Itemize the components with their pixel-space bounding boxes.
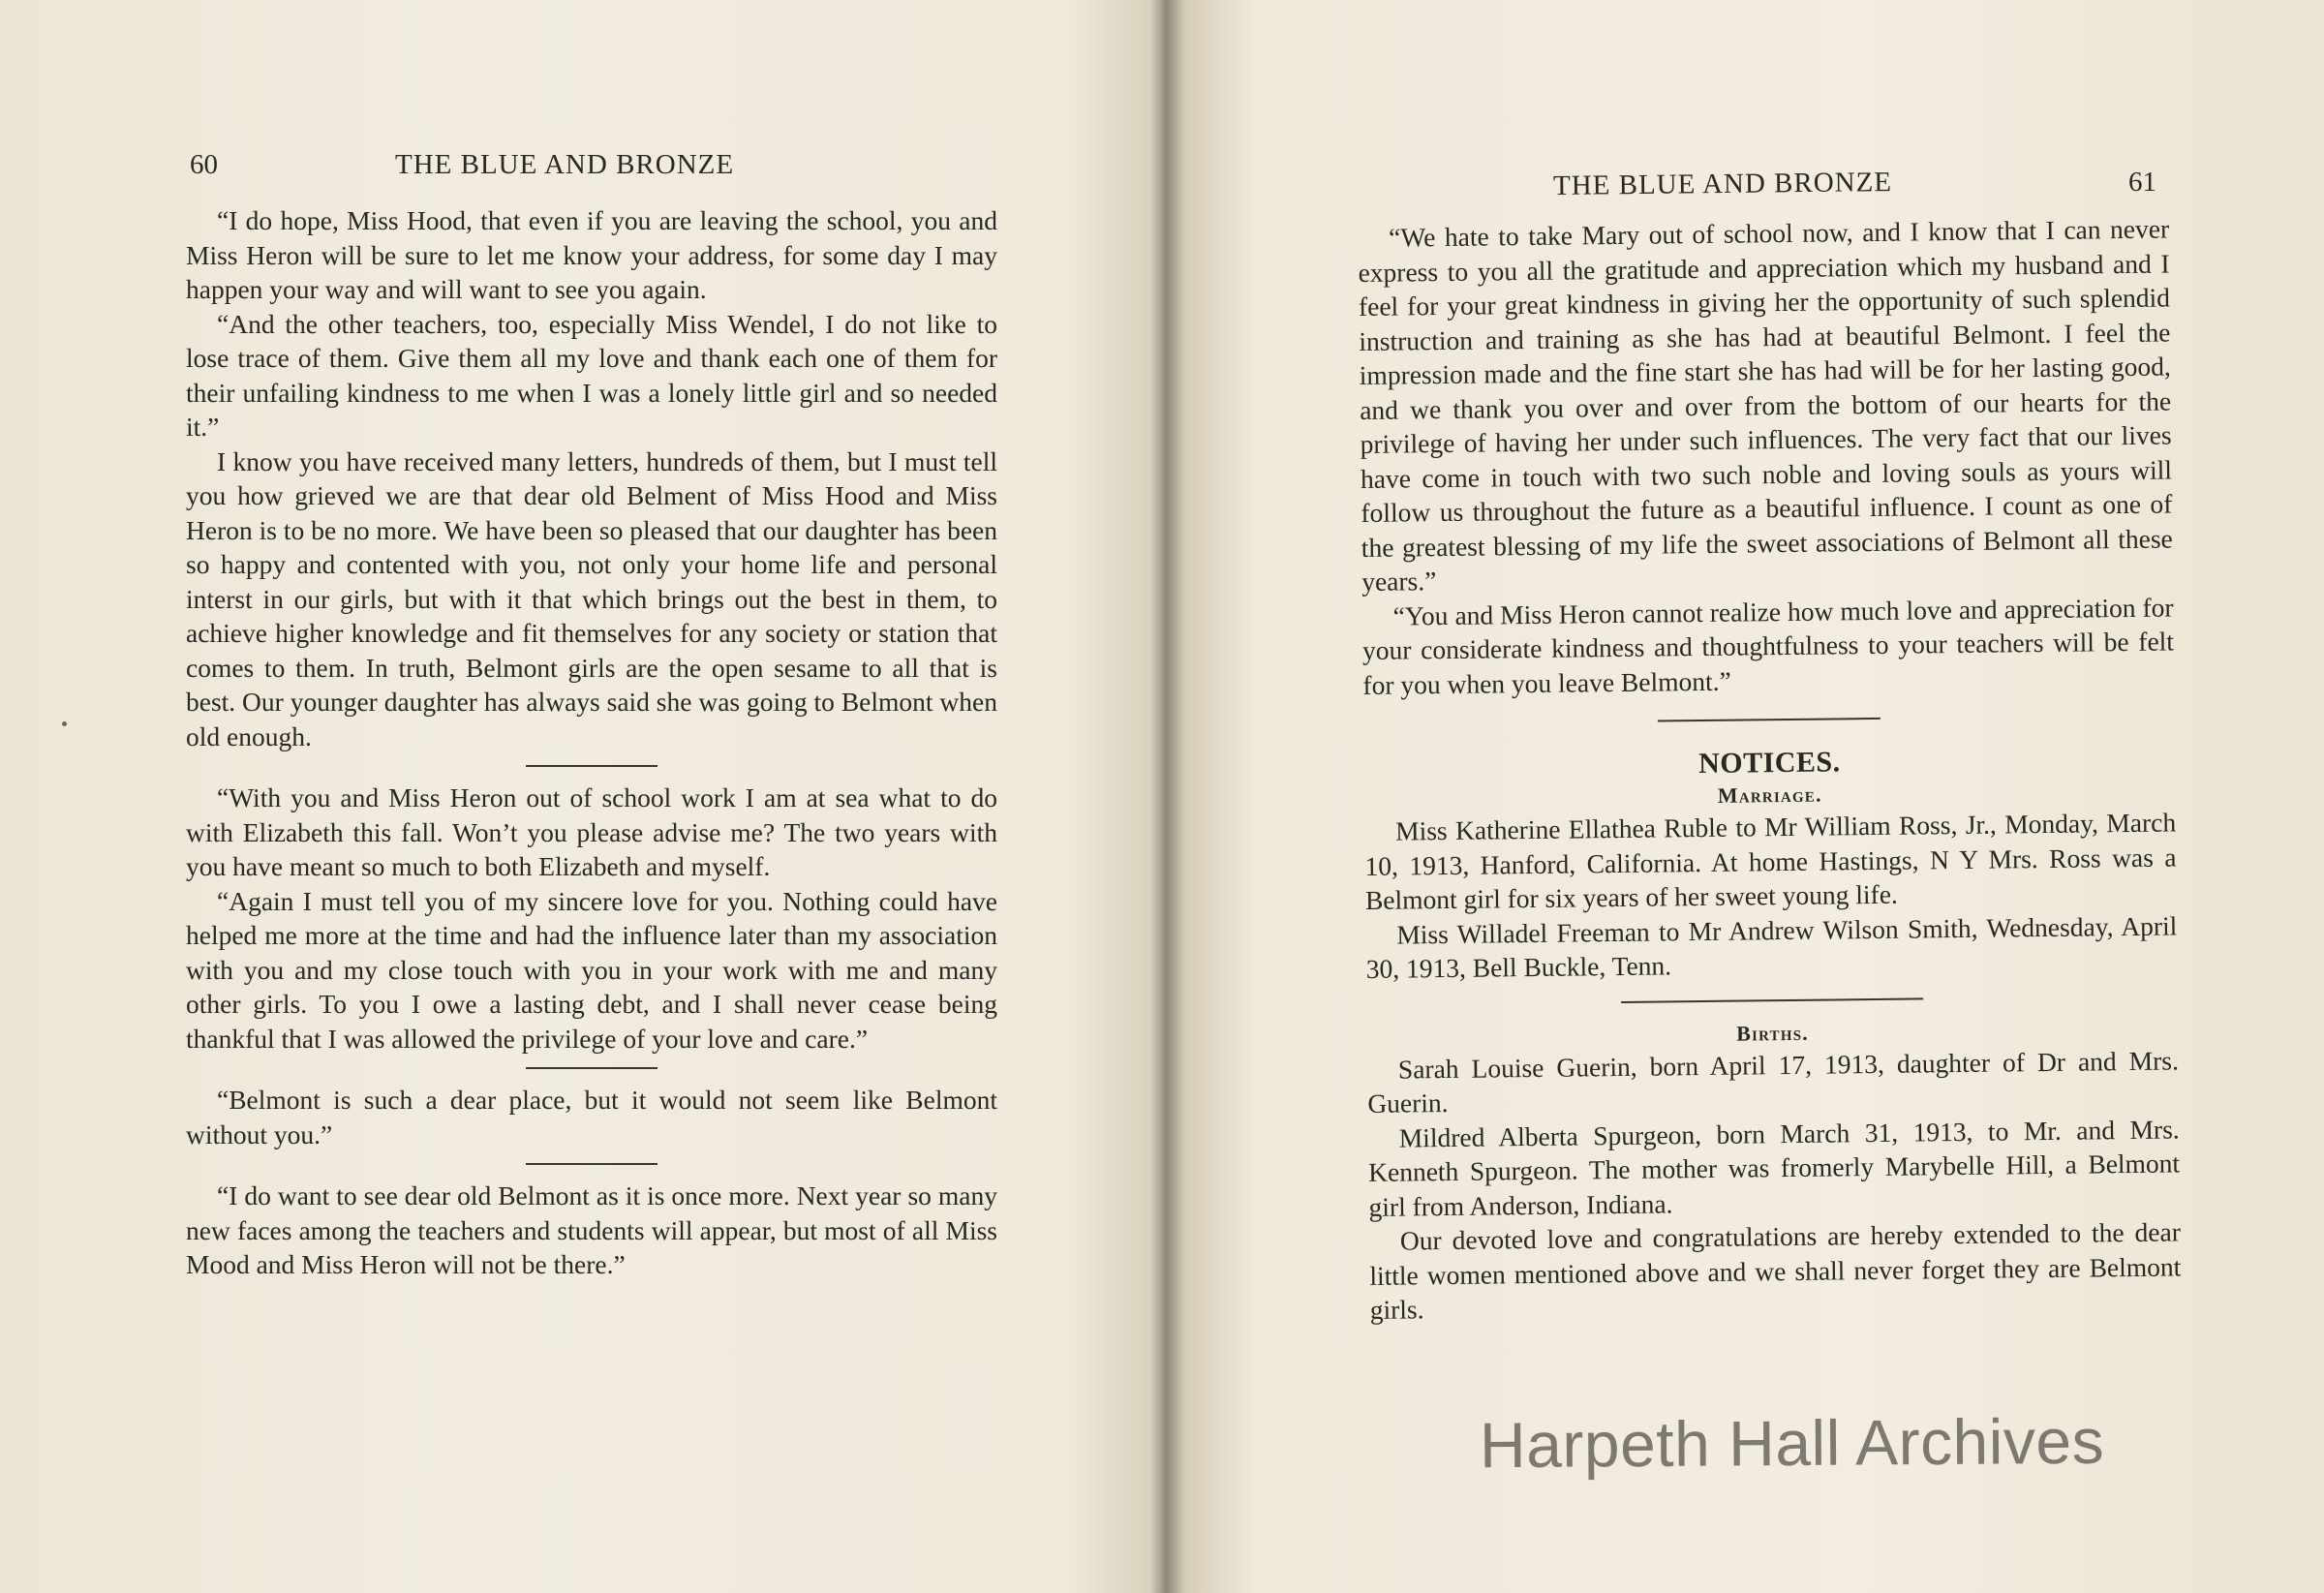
right-page-number: 61	[2128, 167, 2156, 198]
birth-notice: Mildred Alberta Spurgeon, born March 31, 1913, to Mr. and Mrs. Kenneth Spurgeon. The mother was fromerly Marybelle Hill, a Belmont girl from Anderson, Indiana.	[1367, 1113, 2181, 1222]
marriage-notice: Miss Willadel Freeman to Mr Andrew Wilson Smith, Wednesday, April 30, 1913, Bell Buckle, Tenn.	[1365, 909, 2178, 984]
letter-paragraph: “You and Miss Heron cannot realize how much love and appreciation for your considerate kindness and thoughtfulness to your teachers will be felt for you when you leave Belmont.”	[1361, 591, 2175, 700]
letter-paragraph: “Again I must tell you of my sincere love for you. Nothing could have helped me more at the time and had the influence later than my association with you and my close touch with you in your work with me and many other girls. To you I owe a lasting debt, and I shall never cease being thankful that I was allowed the privilege of your love and care.”	[186, 885, 997, 1054]
letter-paragraph: “I do want to see dear old Belmont as it is once more. Next year so many new faces among the teachers and students will appear, but most of all Miss Mood and Miss Heron will not be there.”	[186, 1180, 997, 1279]
archive-watermark: Harpeth Hall Archives	[1479, 1404, 2105, 1482]
left-running-head: THE BLUE AND BRONZE	[395, 149, 735, 180]
letter-paragraph: “Belmont is such a dear place, but it would not seem like Belmont without you.”	[186, 1085, 997, 1149]
section-divider	[1621, 997, 1923, 1003]
left-page-number: 60	[190, 149, 218, 180]
marriage-heading: Marriage.	[1717, 781, 1822, 808]
right-text-column	[1358, 211, 2182, 1327]
letter-paragraph: “I do hope, Miss Hood, that even if you are leaving the school, you and Miss Heron will be sure to let me know your address, for some day I may happen your way and will want to see you again.	[186, 205, 997, 304]
closing-paragraph: Our devoted love and congratulations are hereby extended to the dear little women mentioned above and we shall never forget they are Belmont girls.	[1369, 1216, 2182, 1325]
marriage-notice: Miss Katherine Ellathea Ruble to Mr William Ross, Jr., Monday, March 10, 1913, Hanford, California. At home Hastings, N Y Mrs. Ross was a Belmont girl for six years of her sweet young life.	[1364, 807, 2177, 915]
letter-paragraph: “We hate to take Mary out of school now, and I know that I can never express to you all the gratitude and appreciation which my husband and I feel for your great kindness in giving her the opportunity of such splendid instruction and training as she has had at beautiful Belmont. I feel the impression made and the fine start she has had will be for her lasting good, and we thank you over and over from the bottom of our hearts for the privilege of having her under such influences. The very fact that our lives have come in touch with two such noble and loving souls as yours will follow us throughout the future as a beautiful influence. I count as one of the greatest blessing of my life the sweet associations of Belmont all these years.”	[1358, 213, 2173, 597]
section-divider	[1658, 718, 1881, 722]
letter-paragraph: “With you and Miss Heron out of school work I am at sea what to do with Elizabeth this fall. Won’t you please advise me? The two years with you have meant so much to both Elizabeth and myself.	[186, 782, 997, 881]
letter-paragraph: “And the other teachers, too, especially Miss Wendel, I do not like to lose trace of them. Give them all my love and thank each one of them for their unfailing kindness to me when I was a lonely little girl and so needed it.”	[186, 308, 997, 442]
letter-paragraph: I know you have received many letters, hundreds of them, but I must tell you how grieved we are that dear old Belment of Miss Hood and Miss Heron is to be no more. We have been so pleased that our daughter has been so happy and contented with you, not only your home life and personal interst in our girls, but with it that which brings out the best in them, to achieve higher knowledge and fit themselves for any society or station that comes to them. In truth, Belmont girls are the open sesame to all that is best. Our younger daughter has always said she was going to Belmont when old enough.	[186, 445, 997, 751]
birth-notice: Sarah Louise Guerin, born April 17, 1913, daughter of Dr and Mrs. Guerin.	[1367, 1044, 2180, 1118]
notices-title: NOTICES.	[1697, 746, 1841, 781]
right-running-head: THE BLUE AND BRONZE	[1552, 167, 1893, 201]
births-heading: Births.	[1736, 1020, 1810, 1046]
